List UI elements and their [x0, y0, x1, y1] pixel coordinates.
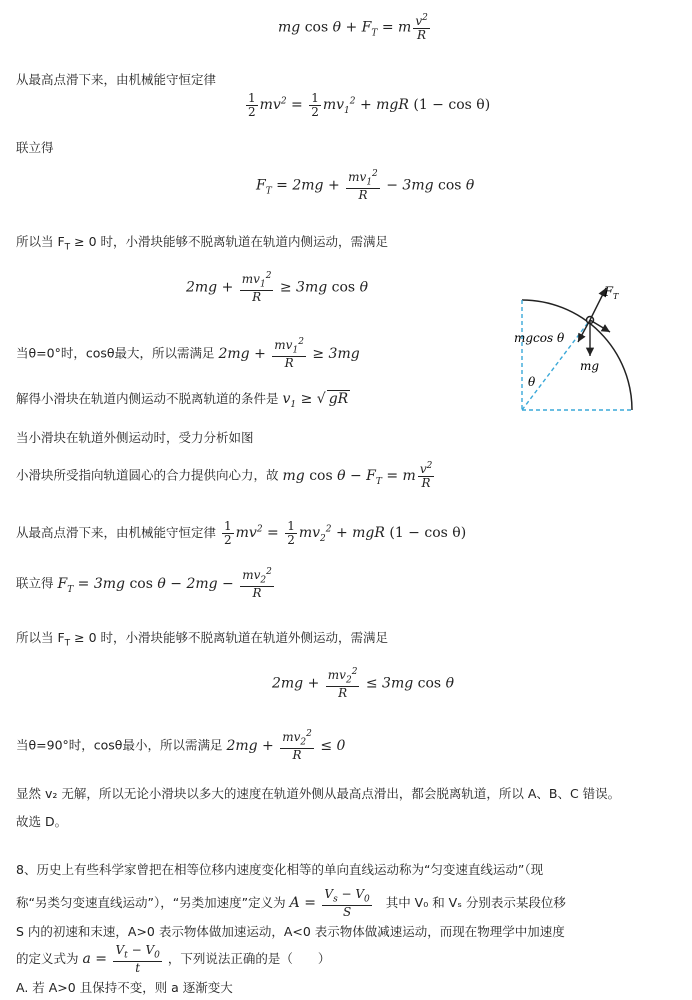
mgcos-arrow — [578, 320, 590, 342]
theta-label: θ — [528, 375, 536, 389]
question-8-line4: 的定义式为 a = $\frac{V_t - V_0}{t}$ ，下列说法正确的是（ ） — [16, 943, 331, 975]
mg-label: mg — [580, 359, 600, 373]
text-line: 显然 v₂ 无解，所以无论小滑块以多大的速度在轨道外侧从最高点滑出，都会脱离轨道，所以 A、B、C 错误。 — [16, 786, 621, 801]
text-line: 小滑块所受指向轨道圆心的合力提供向心力，故 mg $\cos \theta - F_T = m$ $\frac{v^2}{R}$ — [16, 461, 433, 490]
text-line: 当θ=90°时，cosθ最小，所以需满足 2mg + $\frac{mv_2^2}{R}$ ≤ 0 — [16, 729, 346, 762]
text-line: 联立得 $F_T = 3mg$ cos θ − 2mg − $\frac{mv_2^2}{R}$ — [16, 567, 272, 600]
text-line: 所以当 $F_T \ge 0$ 时，小滑块能够不脱离轨道在轨道内侧运动，需满足 — [16, 234, 389, 253]
text-line: 从最高点滑下来，由机械能守恒定律 — [16, 72, 217, 87]
question-8-line3: S 内的初速和末速，A>0 表示物体做加速运动，A<0 表示物体做减速运动，而现在物理学中加速度 — [16, 924, 565, 939]
equation-tension-inner: $F_T = 2mg$ + $\frac{mv_1^2}{R}$ − 3mg cos θ — [256, 169, 475, 202]
inequality-outer: 2mg + $\frac{mv_2^2}{R}$ ≤ 3mg cos θ — [272, 667, 455, 700]
text-line: 从最高点滑下来，由机械能守恒定律 $\frac{1}{2}$ $mv^2$ = $\frac{1}{2}$ $mv_2^2$ + mgR (1 − cos θ) — [16, 519, 467, 547]
option-a: A. 若 A>0 且保持不变，则 a 逐渐变大 — [16, 980, 233, 995]
question-8-line1: 8、历史上有些科学家曾把在相等位移内速度变化相等的单向直线运动称为“匀变速直线运动”（现 — [16, 862, 544, 877]
ft-label: $F_T$ — [604, 285, 619, 301]
force-diagram — [510, 278, 650, 418]
mgcos-label: mgcos θ — [514, 331, 565, 345]
text-line: 联立得 — [16, 140, 54, 155]
equation-energy-inner: $\frac{1}{2}$ $mv^2$ = $\frac{1}{2}$ $mv_1^2$ + mgR (1 − cos θ) — [248, 91, 491, 119]
track-arc — [522, 300, 632, 410]
inequality-inner: 2mg + $\frac{mv_1^2}{R}$ ≥ 3mg cos θ — [186, 271, 369, 304]
text-line: 解得小滑块在轨道内侧运动不脱离轨道的条件是 $v_1$ ≥ √ gR — [16, 391, 349, 410]
text-line: 所以当 $F_T \ge 0$ 时，小滑块能够不脱离轨道在轨道外侧运动，需满足 — [16, 630, 389, 649]
equation-centripetal-inner: mg $\cos \theta + F_T = m$ $\frac{v^2}{R}$ — [278, 13, 428, 42]
question-8-line2: 称“另类匀变速直线运动”），“另类加速度”定义为 A = $\frac{V_s - V_0}{S}$ 其中 V₀ 和 Vₛ 分别表示某段位移 — [16, 887, 566, 919]
text-line: 当θ=0°时，cosθ最大，所以需满足 2mg + $\frac{mv_1^2}{R}$ ≥ 3mg — [16, 337, 360, 370]
text-line: 当小滑块在轨道外侧运动时，受力分析如图 — [16, 430, 254, 445]
text-line: 故选 D。 — [16, 814, 68, 829]
